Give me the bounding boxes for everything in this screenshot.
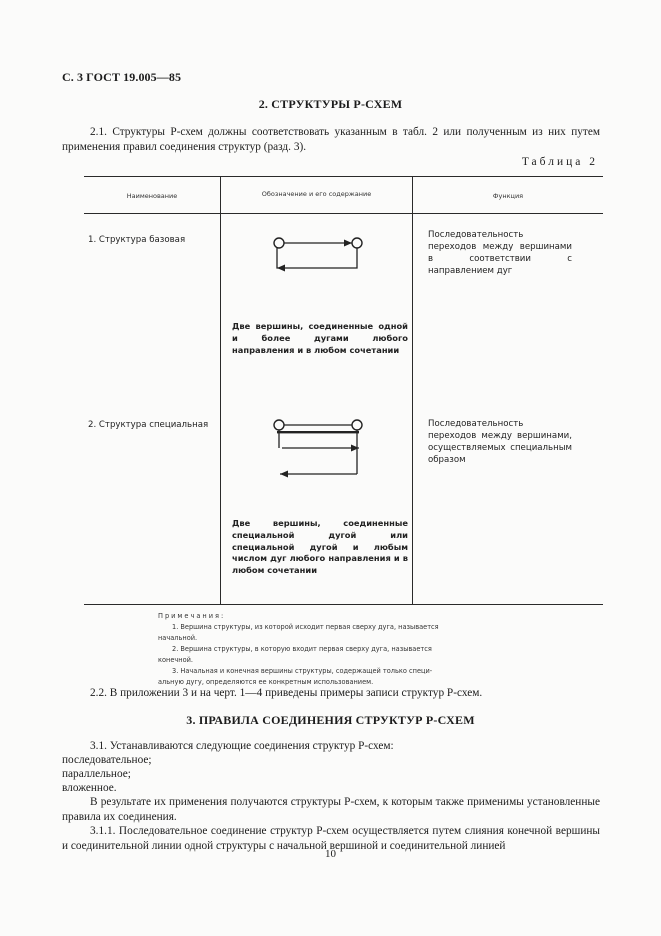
row-2-function: Последовательность переходов между вершинами, осуществляемых специальным образом xyxy=(428,419,572,465)
table-notes xyxy=(158,611,439,688)
note-line-6: альную дугу, определяются ее конкретным использованием. xyxy=(158,678,374,686)
note-line-2: начальной. xyxy=(158,634,198,642)
page-number: 10 xyxy=(325,848,336,860)
section-2-title: 2. СТРУКТУРЫ Р-СХЕМ xyxy=(258,97,403,111)
note-line-1: 1. Вершина структуры, из которой исходит первая сверху дуга, называется xyxy=(172,623,439,631)
header-designation: Обозначение и его содержание xyxy=(261,190,372,198)
paragraph-2-2: 2.2. В приложении 3 и на черт. 1—4 приведены примеры записи структур Р-схем. xyxy=(90,687,483,699)
row-1-designation-text: Две вершины, соединенные одной и более дугами любого направления и в любом сочетании xyxy=(232,321,408,355)
special-structure-diagram xyxy=(268,418,368,480)
note-line-5: 3. Начальная и конечная вершины структуры, содержащей только специ- xyxy=(172,667,433,675)
row-2-designation-text: Две вершины, соединенные специальной дугой или специальной дугой и любым числом дуг любого направления и в любом сочетании xyxy=(232,518,408,576)
list-item-2: параллельное; xyxy=(62,768,131,780)
table-col-divider-2 xyxy=(412,176,413,604)
paragraph-2-1: 2.1. Структуры Р-схем должны соответствовать указанным в табл. 2 или полученным из них путем применения правил соединения структур (разд. 3). xyxy=(62,126,600,153)
note-line-3: 2. Вершина структуры, в которую входит первая сверху дуга, называется xyxy=(172,645,432,653)
running-head: С. 3 ГОСТ 19.005—85 xyxy=(62,70,182,84)
table-top-rule xyxy=(84,176,603,177)
basic-structure-diagram xyxy=(268,234,368,274)
paragraph-3-1: 3.1. Устанавливаются следующие соединения структур Р-схем: xyxy=(90,740,394,752)
row-2-name: 2. Структура специальная xyxy=(88,420,209,430)
row-1-function: Последовательность переходов между вершинами в соответствии с направлением дуг xyxy=(428,230,572,276)
table-col-divider-1 xyxy=(220,176,221,604)
header-function: Функция xyxy=(492,192,524,200)
section-3-title: 3. ПРАВИЛА СОЕДИНЕНИЯ СТРУКТУР Р-СХЕМ xyxy=(186,713,475,727)
row-1-name: 1. Структура базовая xyxy=(88,235,186,245)
header-name: Наименование xyxy=(126,192,178,200)
paragraph-3-1-1: 3.1.1. Последовательное соединение структур Р-схем осуществляется путем слияния конечной вершины и соединительной линии одной структуры с начальной вершиной и соединительной линией xyxy=(62,825,600,852)
notes-title: Примечания: xyxy=(158,612,226,620)
table-header-rule xyxy=(84,213,603,214)
note-line-4: конечной. xyxy=(158,656,194,664)
table-label: Таблица 2 xyxy=(521,156,598,168)
paragraph-result: В результате их применения получаются структуры Р-схем, к которым также применимы установленные правила их соединения. xyxy=(62,796,600,823)
list-item-3: вложенное. xyxy=(62,782,117,794)
list-item-1: последовательное; xyxy=(62,754,152,766)
table-bottom-rule xyxy=(84,604,603,605)
